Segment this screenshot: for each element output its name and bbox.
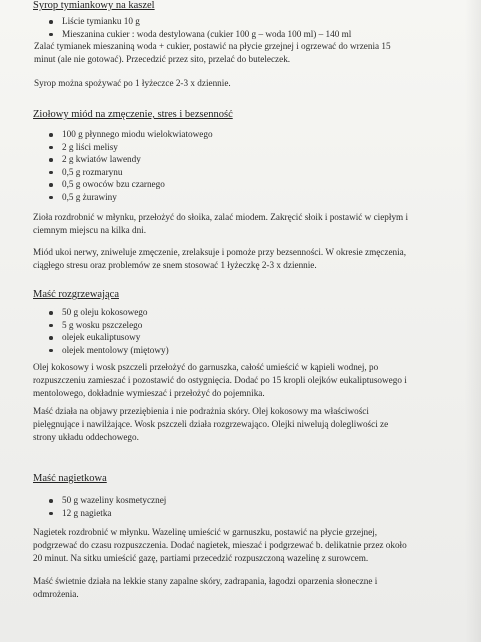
text-line: Zioła rozdrobnić w młynku, przełożyć do słoika, zalać miodem. Zakręcić słoik i postawić w ciepłym i bbox=[33, 212, 409, 222]
text-line: minut (ale nie gotować). Przecedzić przez sito, przelać do buteleczek. bbox=[34, 54, 291, 64]
ingredient-list bbox=[62, 15, 351, 40]
paragraph bbox=[33, 575, 468, 601]
paragraph bbox=[34, 40, 459, 66]
text-line: strony układu oddechowego. bbox=[33, 432, 139, 442]
list-item: olejek mentolowy (miętowy) bbox=[62, 344, 169, 355]
list-item: olejek eukaliptusowy bbox=[62, 331, 169, 344]
text-line: Maść świetnie działa na lekkie stany zapalne skóry, zadrapania, łagodzi oparzenia słoneczne i bbox=[33, 576, 378, 586]
text-line: Zalać tymianek mieszaniną woda + cukier, postawić na płycie grzejnej i ogrzewać do wrzenia 15 bbox=[34, 41, 391, 51]
text-line: rozpuszczeniu zamieszać i pozostawić do ostygnięcia. Dodać po 15 kropli olejków eukaliptusowego i bbox=[33, 375, 407, 385]
section-title: Maść rozgrzewająca bbox=[33, 289, 119, 300]
paragraph bbox=[34, 77, 459, 90]
text-line: Syrop można spożywać po 1 łyżeczce 2-3 x dziennie. bbox=[34, 78, 231, 88]
list-item: Liście tymianku 10 g bbox=[62, 15, 351, 28]
list-item: Mieszanina cukier : woda destylowana (cukier 100 g – woda 100 ml) – 140 ml bbox=[62, 28, 352, 39]
text-line: Maść działa na objawy przeziębienia i nie podrażnia skóry. Olej kokosowy ma właściwości bbox=[33, 406, 369, 416]
list-item: 5 g wosku pszczelego bbox=[62, 319, 169, 332]
text-line: odmrożenia. bbox=[33, 589, 79, 599]
list-item: 100 g płynnego miodu wielokwiatowego bbox=[62, 129, 213, 139]
paragraph bbox=[33, 361, 465, 400]
list-item: 50 g oleju kokosowego bbox=[62, 306, 169, 319]
ingredient-list bbox=[62, 494, 166, 519]
ingredient-list bbox=[62, 306, 169, 356]
paragraph bbox=[33, 405, 465, 444]
text-line: ciemnym miejscu na kilka dni. bbox=[33, 225, 147, 235]
list-item: 0,5 g owoców bzu czarnego bbox=[62, 178, 213, 191]
list-item: 12 g nagietka bbox=[62, 507, 166, 520]
paragraph bbox=[33, 526, 468, 565]
text-line: ciągłego stresu oraz problemów ze snem stosować 1 łyżeczkę 2-3 x dziennie. bbox=[33, 260, 317, 270]
text-line: Nagietek rozdrobnić w młynku. Wazelinę umieścić w garnuszku, postawić na płycie grzejnej, bbox=[33, 527, 378, 537]
text-line: Miód ukoi nerwy, zniweluje zmęczenie, zrelaksuje i pomoże przy bezsenności. W okresie zmęczenia, bbox=[33, 247, 407, 257]
text-line: 20 minut. Na sitku umieścić gazę, partiami przecedzić rozpuszczoną wazelinę z surowcem. bbox=[33, 553, 369, 563]
text-line: pielęgnujące i nawilżające. Wosk pszczeli działa rozgrzewająco. Olejki niwelują dolegliwości ze bbox=[33, 419, 389, 429]
ingredient-list bbox=[62, 128, 213, 204]
paragraph bbox=[33, 246, 463, 272]
text-line: Olej kokosowy i wosk pszczeli przełożyć do garnuszka, całość umieścić w kąpieli wodnej, po bbox=[33, 362, 379, 372]
paragraph bbox=[33, 211, 463, 237]
text-line: mentolowego, dokładnie wymieszać i przełożyć do pojemnika. bbox=[33, 388, 265, 398]
list-item: 0,5 g rozmarynu bbox=[62, 166, 213, 179]
section-title: Syrop tymiankowy na kaszel bbox=[33, 0, 155, 11]
section-title: Ziołowy miód na zmęczenie, stres i bezsenność bbox=[33, 109, 233, 120]
list-item: 0,5 g żurawiny bbox=[62, 191, 213, 204]
text-line: podgrzewać do czasu rozpuszczenia. Dodać nagietek, mieszać i podgrzewać b. delikatnie przez około bbox=[33, 540, 407, 550]
section-title: Maść nagietkowa bbox=[33, 473, 107, 484]
list-item: 2 g liści melisy bbox=[62, 141, 213, 154]
list-item: 2 g kwiatów lawendy bbox=[62, 153, 213, 166]
page-shadow bbox=[465, 0, 481, 642]
list-item: 50 g wazeliny kosmetycznej bbox=[62, 495, 167, 505]
